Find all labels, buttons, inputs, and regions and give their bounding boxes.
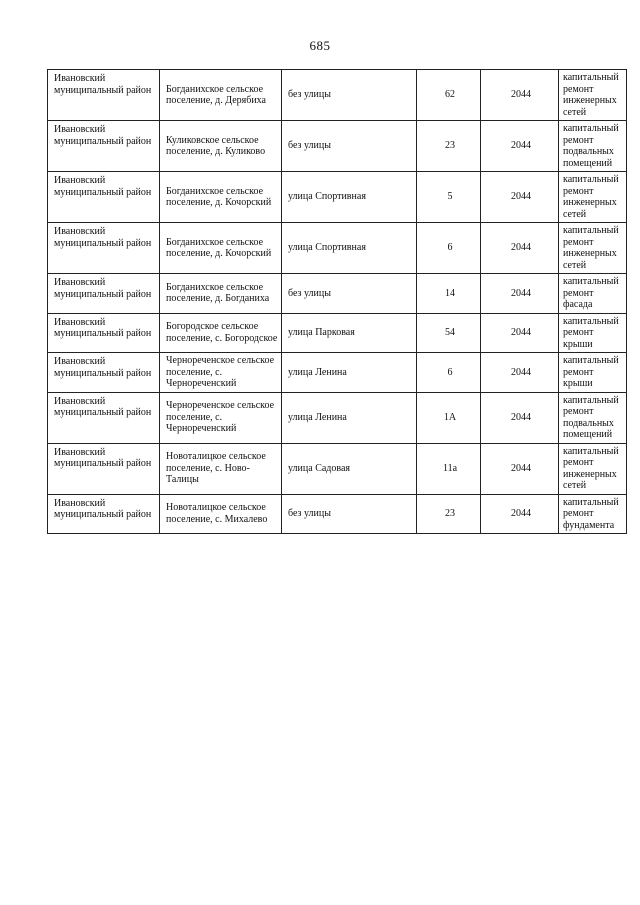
settlement-cell: Богородское сельское поселение, с. Богородское bbox=[160, 313, 282, 353]
repair-type-cell: капитальный ремонт крыши bbox=[559, 313, 627, 353]
table-row bbox=[48, 121, 627, 172]
settlement-cell: Новоталицкое сельское поселение, с. Ново-Талицы bbox=[160, 443, 282, 494]
district-cell: Ивановский муниципальный район bbox=[48, 274, 160, 314]
street-cell: без улицы bbox=[282, 274, 417, 314]
house-number-cell: 5 bbox=[417, 172, 481, 223]
street-cell: без улицы bbox=[282, 70, 417, 121]
district-cell: Ивановский муниципальный район bbox=[48, 494, 160, 534]
year-cell: 2044 bbox=[481, 443, 559, 494]
year-cell: 2044 bbox=[481, 121, 559, 172]
district-cell: Ивановский муниципальный район bbox=[48, 223, 160, 274]
repair-type-cell: капитальный ремонт инженерных сетей bbox=[559, 70, 627, 121]
year-cell: 2044 bbox=[481, 274, 559, 314]
street-cell: улица Спортивная bbox=[282, 223, 417, 274]
housing-repair-table bbox=[47, 69, 627, 534]
house-number-cell: 1А bbox=[417, 392, 481, 443]
table-row bbox=[48, 494, 627, 534]
district-cell: Ивановский муниципальный район bbox=[48, 353, 160, 393]
settlement-cell: Чернореченское сельское поселение, с. Чернореченский bbox=[160, 392, 282, 443]
district-cell: Ивановский муниципальный район bbox=[48, 121, 160, 172]
house-number-cell: 14 bbox=[417, 274, 481, 314]
street-cell: улица Ленина bbox=[282, 392, 417, 443]
year-cell: 2044 bbox=[481, 70, 559, 121]
house-number-cell: 54 bbox=[417, 313, 481, 353]
table-row bbox=[48, 353, 627, 393]
street-cell: улица Садовая bbox=[282, 443, 417, 494]
house-number-cell: 6 bbox=[417, 223, 481, 274]
table-row bbox=[48, 313, 627, 353]
repair-type-cell: капитальный ремонт подвальных помещений bbox=[559, 392, 627, 443]
year-cell: 2044 bbox=[481, 392, 559, 443]
repair-type-cell: капитальный ремонт фундамента bbox=[559, 494, 627, 534]
table-row bbox=[48, 274, 627, 314]
house-number-cell: 6 bbox=[417, 353, 481, 393]
settlement-cell: Куликовское сельское поселение, д. Куликово bbox=[160, 121, 282, 172]
table-row bbox=[48, 172, 627, 223]
district-cell: Ивановский муниципальный район bbox=[48, 172, 160, 223]
settlement-cell: Богданихское сельское поселение, д. Дерябиха bbox=[160, 70, 282, 121]
repair-type-cell: капитальный ремонт фасада bbox=[559, 274, 627, 314]
year-cell: 2044 bbox=[481, 172, 559, 223]
street-cell: улица Ленина bbox=[282, 353, 417, 393]
district-cell: Ивановский муниципальный район bbox=[48, 392, 160, 443]
house-number-cell: 23 bbox=[417, 494, 481, 534]
page-number: 685 bbox=[309, 38, 331, 53]
district-cell: Ивановский муниципальный район bbox=[48, 313, 160, 353]
repair-type-cell: капитальный ремонт инженерных сетей bbox=[559, 172, 627, 223]
table-row bbox=[48, 443, 627, 494]
settlement-cell: Чернореченское сельское поселение, с. Чернореченский bbox=[160, 353, 282, 393]
house-number-cell: 23 bbox=[417, 121, 481, 172]
year-cell: 2044 bbox=[481, 494, 559, 534]
house-number-cell: 11а bbox=[417, 443, 481, 494]
street-cell: улица Парковая bbox=[282, 313, 417, 353]
settlement-cell: Богданихское сельское поселение, д. Кочорский bbox=[160, 223, 282, 274]
settlement-cell: Богданихское сельское поселение, д. Кочорский bbox=[160, 172, 282, 223]
settlement-cell: Богданихское сельское поселение, д. Богданиха bbox=[160, 274, 282, 314]
house-number-cell: 62 bbox=[417, 70, 481, 121]
settlement-cell: Новоталицкое сельское поселение, с. Михалево bbox=[160, 494, 282, 534]
year-cell: 2044 bbox=[481, 313, 559, 353]
year-cell: 2044 bbox=[481, 353, 559, 393]
table-row bbox=[48, 392, 627, 443]
street-cell: улица Спортивная bbox=[282, 172, 417, 223]
table-body bbox=[48, 70, 627, 534]
repair-type-cell: капитальный ремонт крыши bbox=[559, 353, 627, 393]
street-cell: без улицы bbox=[282, 121, 417, 172]
district-cell: Ивановский муниципальный район bbox=[48, 443, 160, 494]
repair-type-cell: капитальный ремонт инженерных сетей bbox=[559, 443, 627, 494]
table-row bbox=[48, 70, 627, 121]
street-cell: без улицы bbox=[282, 494, 417, 534]
year-cell: 2044 bbox=[481, 223, 559, 274]
repair-type-cell: капитальный ремонт инженерных сетей bbox=[559, 223, 627, 274]
table-row bbox=[48, 223, 627, 274]
repair-type-cell: капитальный ремонт подвальных помещений bbox=[559, 121, 627, 172]
district-cell: Ивановский муниципальный район bbox=[48, 70, 160, 121]
